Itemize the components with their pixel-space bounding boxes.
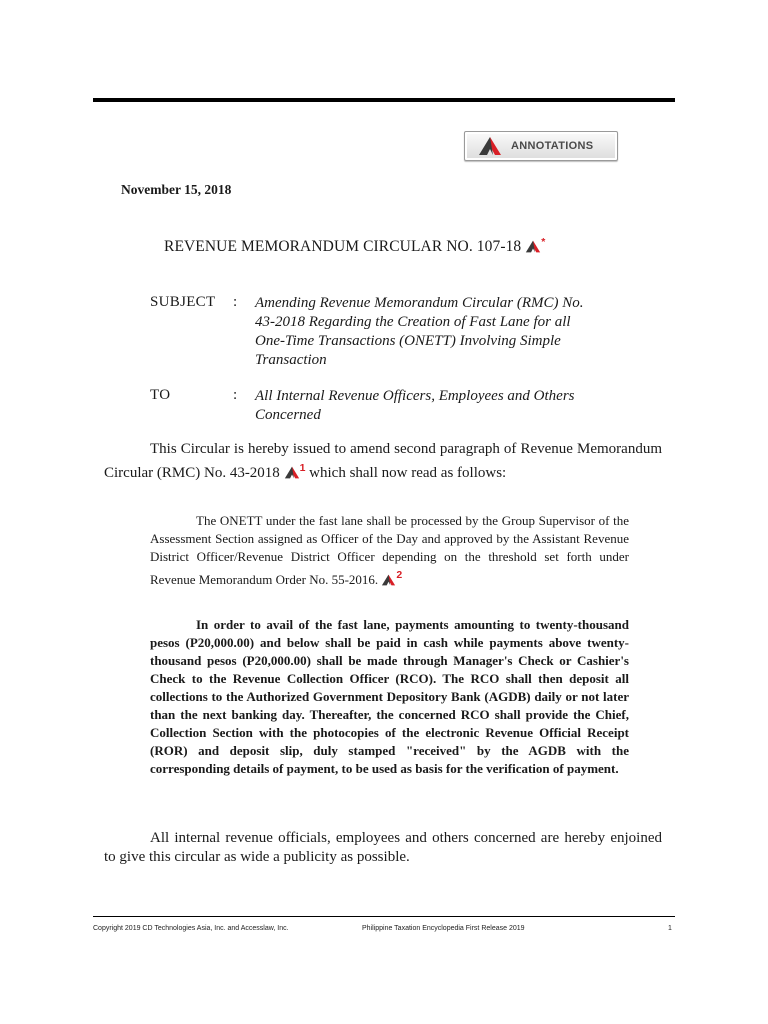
footer-release: Philippine Taxation Encyclopedia First Release 2019 [362,925,525,932]
annotation-logo-icon [478,136,502,156]
memo-title-line [164,236,545,256]
memo-title: REVENUE MEMORANDUM CIRCULAR NO. 107-18 [164,238,522,255]
annotation-ref-2[interactable]: 2 [396,569,403,581]
annotations-button[interactable] [464,131,618,161]
memo-date: November 15, 2018 [121,182,232,197]
to-colon: : [233,387,238,403]
subject-line: 43-2018 Regarding the Creation of Fast Lane for all [255,314,571,330]
subject-colon: : [233,294,238,310]
subject-line: One-Time Transactions (ONETT) Involving Simple [255,333,561,349]
subject-text [255,294,640,370]
quoted-paragraph-1 [150,512,629,589]
subject-line: Transaction [255,352,327,368]
annotation-marker[interactable] [381,574,396,586]
closing-paragraph: All internal revenue officials, employees and others concerned are hereby enjoined to give this circular as wide a publicity as possible. [104,830,662,865]
intro-paragraph [104,440,662,483]
intro-text: This Circular is hereby issued to amend second paragraph of Revenue Memorandum Circular (RMC) No. 43-2018 [104,441,662,481]
annotation-marker[interactable] [525,240,541,253]
header-rule [93,98,675,102]
to-line: Concerned [255,407,321,423]
quoted-paragraph-2: In order to avail of the fast lane, payments amounting to twenty-thousand pesos (P20,000.00) and below shall be paid in cash while payments above twenty-thousand pesos (P20,000.00) shall be made through Manager's Check or Cashier's Check to the Revenue Collection Officer (RCO). The RCO shall then deposit all collections to the Authorized Government Depository Bank (AGDB) daily or not later than the next banking day. Thereafter, the concerned RCO shall provide the Chief, Collection Section with the photocopies of the electronic Revenue Official Receipt (ROR) and deposit slip, duly stamped "received" by the AGDB with the corresponding details of payment, to be used as basis for the verification of payment. [150,617,629,776]
annotation-marker[interactable] [284,466,300,479]
annotations-button-label: ANNOTATIONS [511,140,594,152]
to-label: TO [150,387,171,403]
intro-text-end: which shall now read as follows: [309,465,507,481]
annotation-ref-star[interactable]: * [541,236,546,248]
to-line: All Internal Revenue Officers, Employees and Others [255,388,575,404]
footer-copyright: Copyright 2019 CD Technologies Asia, Inc. and Accesslaw, Inc. [93,925,289,932]
annotation-ref-1[interactable]: 1 [299,462,306,474]
quoted-text-1: The ONETT under the fast lane shall be processed by the Group Supervisor of the Assessment Section assigned as Officer of the Day and approved by the Assistant Revenue District Officer/Revenue District Officer depending on the threshold set forth under Revenue Memorandum Order No. 55-2016. [150,513,629,587]
subject-line: Amending Revenue Memorandum Circular (RMC) No. [255,295,584,311]
annotation-icon [381,574,396,586]
annotation-icon [284,466,300,479]
footer-page-number: 1 [668,925,672,932]
annotation-icon [525,240,541,253]
footer-rule [93,916,675,917]
subject-label: SUBJECT [150,294,216,310]
to-text [255,387,640,425]
